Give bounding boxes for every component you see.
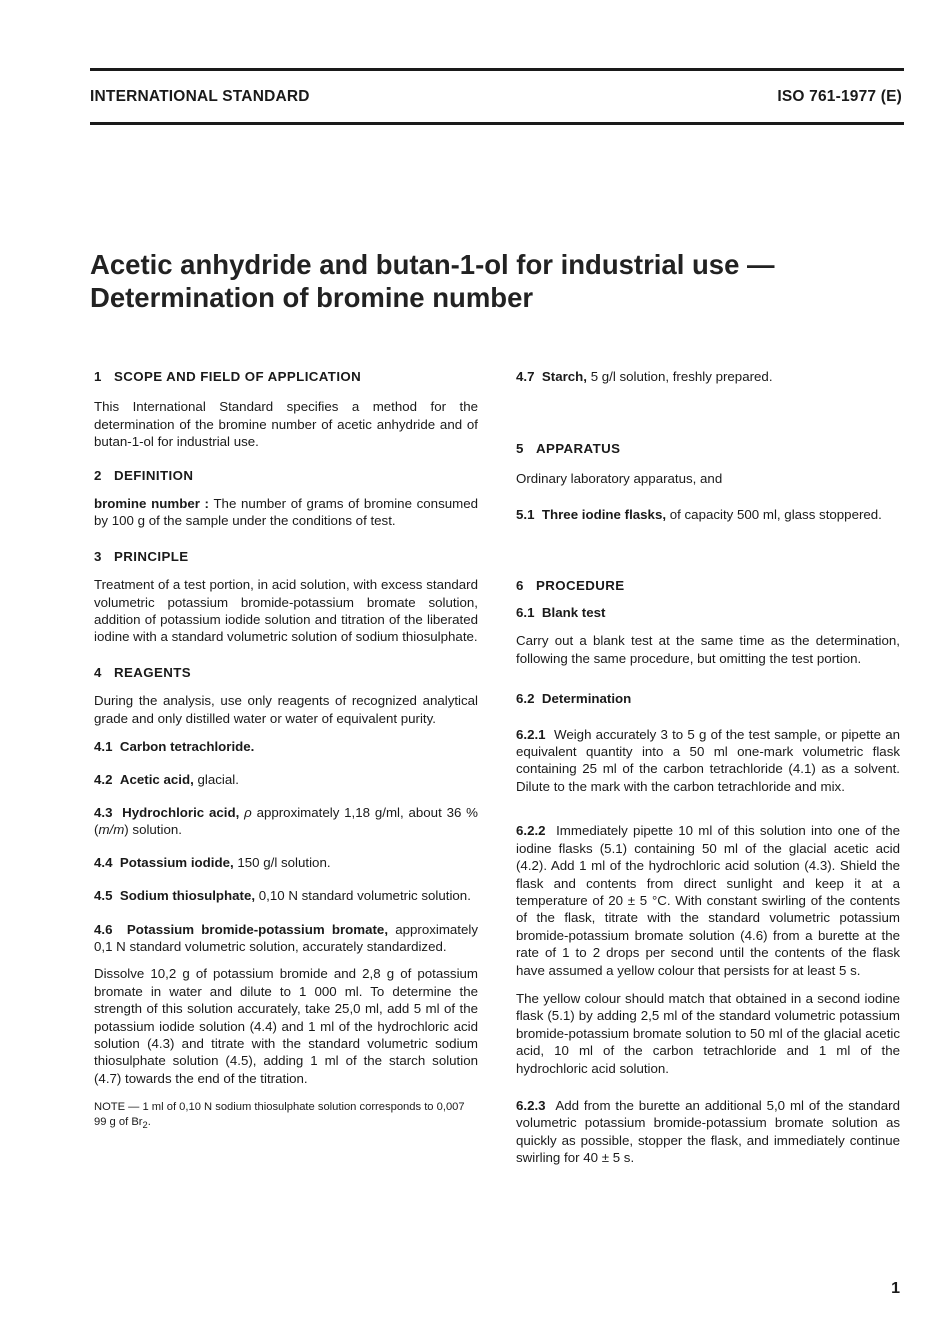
right-column bbox=[516, 368, 900, 1167]
section-1-text: This International Standard specifies a method for the determination of the bromine number of acetic anhydride and of butan-1-ol for industrial use. bbox=[94, 399, 478, 450]
reagent-4-1: 4.1 Carbon tetrachloride. bbox=[94, 739, 255, 755]
page-number: 1 bbox=[891, 1280, 900, 1297]
subsection-6-2-heading: 6.2 Determination bbox=[516, 691, 632, 707]
reagent-4-5: 4.5 Sodium thiosulphate, 0,10 N standard volumetric solution. bbox=[94, 888, 471, 904]
reagent-4-2: 4.2 Acetic acid, glacial. bbox=[94, 771, 239, 787]
section-1-heading: 1 SCOPE AND FIELD OF APPLICATION bbox=[94, 369, 362, 384]
left-column bbox=[94, 368, 478, 1133]
reagent-4-4: 4.4 Potassium iodide, 150 g/l solution. bbox=[94, 854, 331, 870]
section-6-heading: 6 PROCEDURE bbox=[516, 577, 625, 593]
document-title bbox=[90, 248, 890, 314]
reagent-4-6: 4.6 Potassium bromide-potassium bromate, approximately 0,1 N standard volumetric solution, accurately standardized. bbox=[94, 921, 478, 954]
section-5-text: Ordinary laboratory apparatus, and bbox=[516, 470, 723, 486]
step-6-2-2-continued: The yellow colour should match that obtained in a second iodine flask (5.1) by adding 2,5 ml of the standard volumetric potassium bromide-potassium bromate solution to 50 ml of the glacial acetic acid, 10 ml of the carbon tetrachloride and 1 ml of the hydrochloric acid solution. bbox=[516, 990, 900, 1076]
header-left-label: INTERNATIONAL STANDARD bbox=[90, 88, 310, 105]
apparatus-5-1: 5.1 Three iodine flasks, of capacity 500 ml, glass stoppered. bbox=[516, 507, 882, 523]
subsection-6-1-heading: 6.1 Blank test bbox=[516, 605, 606, 621]
step-6-2-2: 6.2.2 Immediately pipette 10 ml of this solution into one of the iodine flasks (5.1) containing 50 ml of the glacial acetic acid (4.2). Add 1 ml of the hydrochloric acid solution (4.3). Shield the flask and contents from direct sunlight and keep it at a temperature of 20 ± 5 °C. With constant swirling of the contents of the flask, titrate with the standard volumetric potassium bromide-potassium bromate solution (4.6) from a burette at the rate of 1 to 2 drops per second until the contents of the flask have assumed a yellow colour that persists for at least 5 s. bbox=[516, 823, 900, 978]
section-4-heading: 4 REAGENTS bbox=[94, 664, 192, 680]
header-bottom-rule bbox=[90, 122, 904, 125]
subsection-6-1-text: Carry out a blank test at the same time as the determination, following the same procedure, but omitting the test portion. bbox=[516, 633, 900, 666]
reagent-4-6-procedure: Dissolve 10,2 g of potassium bromide and 2,8 g of potassium bromate in water and dilute to 1 000 ml. To determine the strength of this solution accurately, take 25,0 ml, add 5 ml of the potassium iodide solution (4.4) and 1 ml of the hydrochloric acid solution (4.3) and titrate with the standard volumetric sodium thiosulphate solution (4.5), adding 1 ml of the starch solution (4.7) towards the end of the titration. bbox=[94, 966, 478, 1086]
section-3-heading: 3 PRINCIPLE bbox=[94, 548, 189, 564]
reagent-4-3: 4.3 Hydrochloric acid, ρ approximately 1,18 g/ml, about 36 % (m/m) solution. bbox=[94, 804, 479, 838]
title-line-2: Determination of bromine number bbox=[90, 282, 534, 313]
note: NOTE — 1 ml of 0,10 N sodium thiosulphate solution corresponds to 0,007 99 g of $Br_2$. bbox=[94, 1101, 465, 1131]
section-2-heading: 2 DEFINITION bbox=[94, 467, 194, 483]
reagent-4-7: 4.7 Starch, 5 g/l solution, freshly prepared. bbox=[516, 369, 773, 384]
header-top-rule bbox=[90, 68, 904, 71]
section-3-text: Treatment of a test portion, in acid solution, with excess standard volumetric potassium bromide-potassium bromate solution, addition of potassium iodide solution and titration of the liberated iodine with a standard volumetric solution of sodium thiosulphate. bbox=[94, 577, 478, 645]
title-line-1: Acetic anhydride and butan-1-ol for industrial use — bbox=[90, 249, 775, 280]
section-4-text: During the analysis, use only reagents of recognized analytical grade and only distilled water or water of equivalent purity. bbox=[94, 693, 478, 726]
header-right-label: ISO 761-1977 (E) bbox=[777, 88, 902, 105]
step-6-2-1: 6.2.1 Weigh accurately 3 to 5 g of the test sample, or pipette an equivalent quantity into a 50 ml one-mark volumetric flask containing 25 ml of the carbon tetrachloride (4.1) as a solvent. Dilute to the mark with the carbon tetrachloride and mix. bbox=[516, 726, 901, 794]
section-5-heading: 5 APPARATUS bbox=[516, 441, 621, 457]
section-2-text: bromine number : The number of grams of bromine consumed by 100 g of the sample under the conditions of test. bbox=[94, 496, 478, 529]
step-6-2-3: 6.2.3 Add from the burette an additional 5,0 ml of the standard volumetric potassium bromide-potassium bromate solution as quickly as possible, stopper the flask, and immediately continue swirling for 40 ± 5 s. bbox=[516, 1097, 900, 1166]
